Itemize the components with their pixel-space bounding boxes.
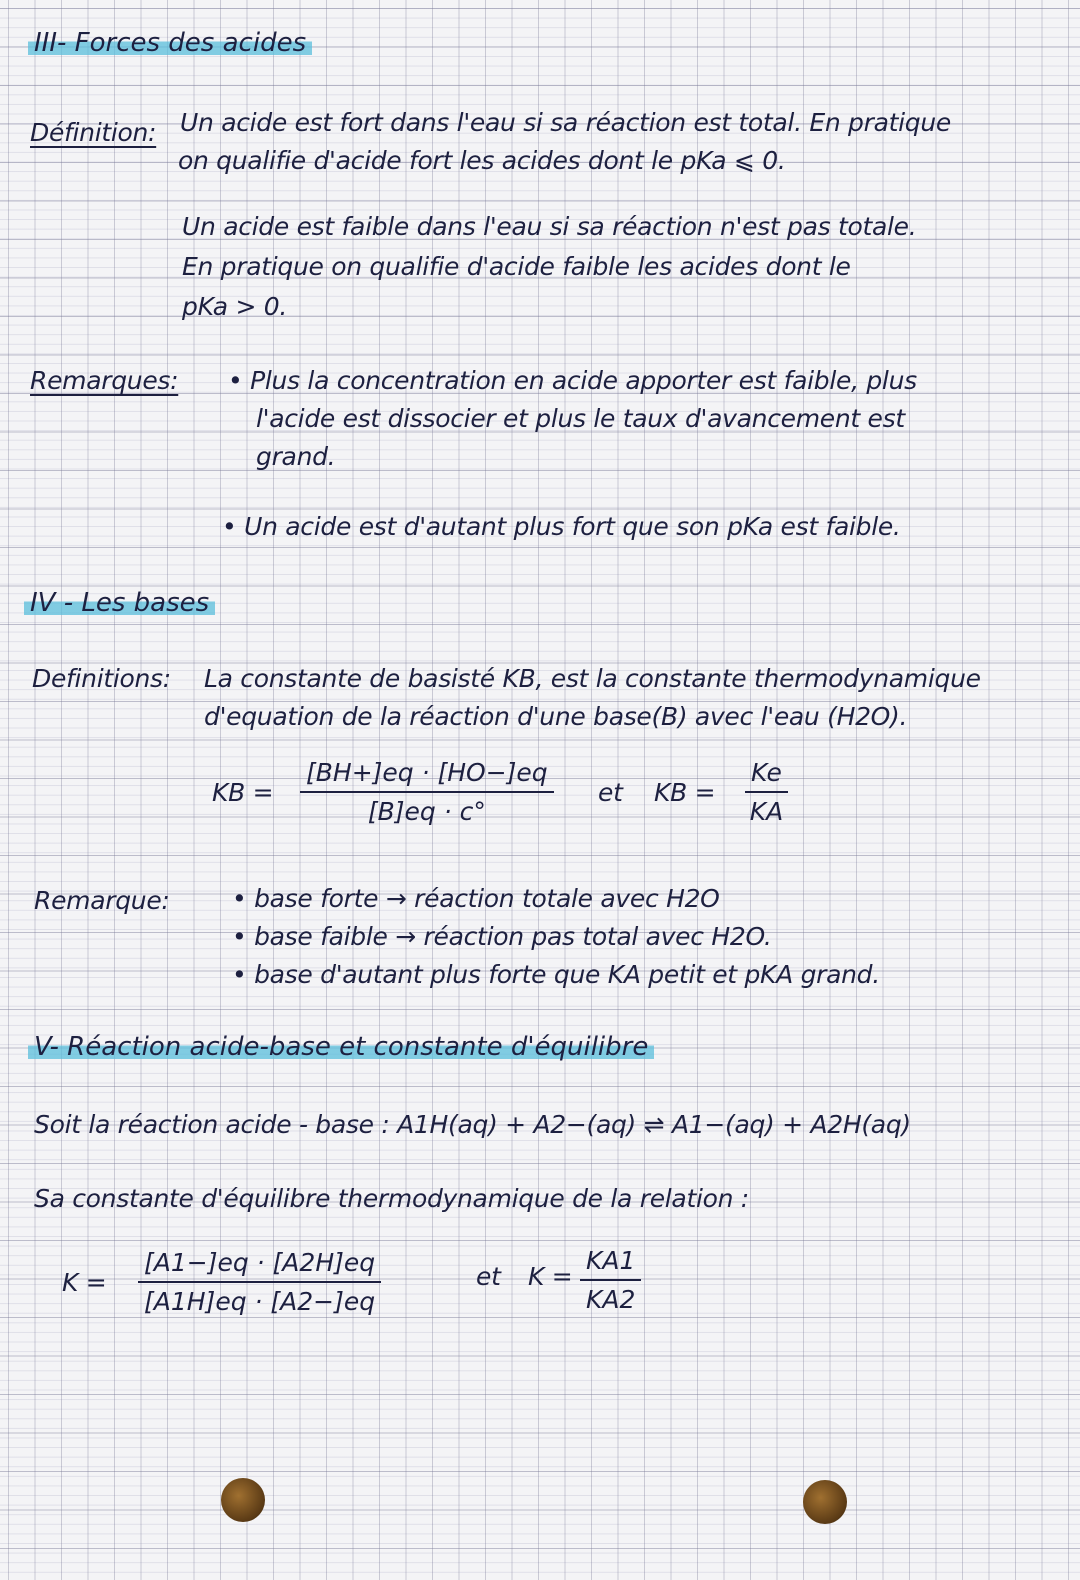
section-4-title: IV - Les bases <box>24 588 215 618</box>
denominator: KA2 <box>586 1285 636 1314</box>
text-line: Soit la réaction acide - base : A1H(aq) + A2−(aq) ⇌ A1−(aq) + A2H(aq) <box>34 1110 911 1139</box>
list-item: • base forte → réaction totale avec H2O <box>232 884 720 913</box>
text-line: En pratique on qualifie d'acide faible les acides dont le <box>182 252 851 281</box>
formula-lhs: K = <box>62 1268 107 1297</box>
denominator: KA <box>749 797 784 826</box>
definitions-label: Definitions: <box>32 664 171 693</box>
punch-hole <box>803 1480 847 1524</box>
fraction <box>300 758 554 826</box>
remarks-label: Remarques: <box>30 366 179 395</box>
numerator: Ke <box>745 758 788 793</box>
text-line: grand. <box>256 442 336 471</box>
denominator: [B]eq · c° <box>367 797 486 826</box>
fraction <box>745 758 788 826</box>
formula-lhs: KB = <box>654 778 716 807</box>
text-line: pKa > 0. <box>182 292 287 321</box>
list-item: • base faible → réaction pas total avec H2O. <box>232 922 772 951</box>
numerator: [A1−]eq · [A2H]eq <box>138 1248 381 1283</box>
text-line: on qualifie d'acide fort les acides dont le pKa ⩽ 0. <box>178 146 786 175</box>
formula-lhs: K = <box>528 1262 573 1291</box>
text-line: Sa constante d'équilibre thermodynamique de la relation : <box>34 1184 749 1213</box>
text-line: Un acide est faible dans l'eau si sa réaction n'est pas totale. <box>182 212 917 241</box>
text-line: • Un acide est d'autant plus fort que son pKa est faible. <box>222 512 901 541</box>
text-line: La constante de basisté KB, est la constante thermodynamique <box>204 664 981 693</box>
section-5-title: V- Réaction acide-base et constante d'équilibre <box>28 1032 654 1062</box>
text-line: • Plus la concentration en acide apporter est faible, plus <box>228 366 917 395</box>
punch-hole <box>221 1478 265 1522</box>
denominator: [A1H]eq · [A2−]eq <box>144 1287 376 1316</box>
section-3-title: III- Forces des acides <box>28 28 312 58</box>
fraction <box>580 1246 641 1314</box>
text-line: Un acide est fort dans l'eau si sa réaction est total. En pratique <box>180 108 951 137</box>
fraction <box>138 1248 381 1316</box>
text-line: l'acide est dissocier et plus le taux d'avancement est <box>256 404 905 433</box>
text-line: d'equation de la réaction d'une base(B) avec l'eau (H2O). <box>204 702 908 731</box>
formula-and: et <box>476 1262 501 1291</box>
list-item: • base d'autant plus forte que KA petit et pKA grand. <box>232 960 880 989</box>
numerator: KA1 <box>580 1246 641 1281</box>
remark-label: Remarque: <box>34 886 170 915</box>
definition-label: Définition: <box>30 118 157 147</box>
formula-lhs: KB = <box>212 778 274 807</box>
numerator: [BH+]eq · [HO−]eq <box>300 758 554 793</box>
formula-and: et <box>598 778 623 807</box>
